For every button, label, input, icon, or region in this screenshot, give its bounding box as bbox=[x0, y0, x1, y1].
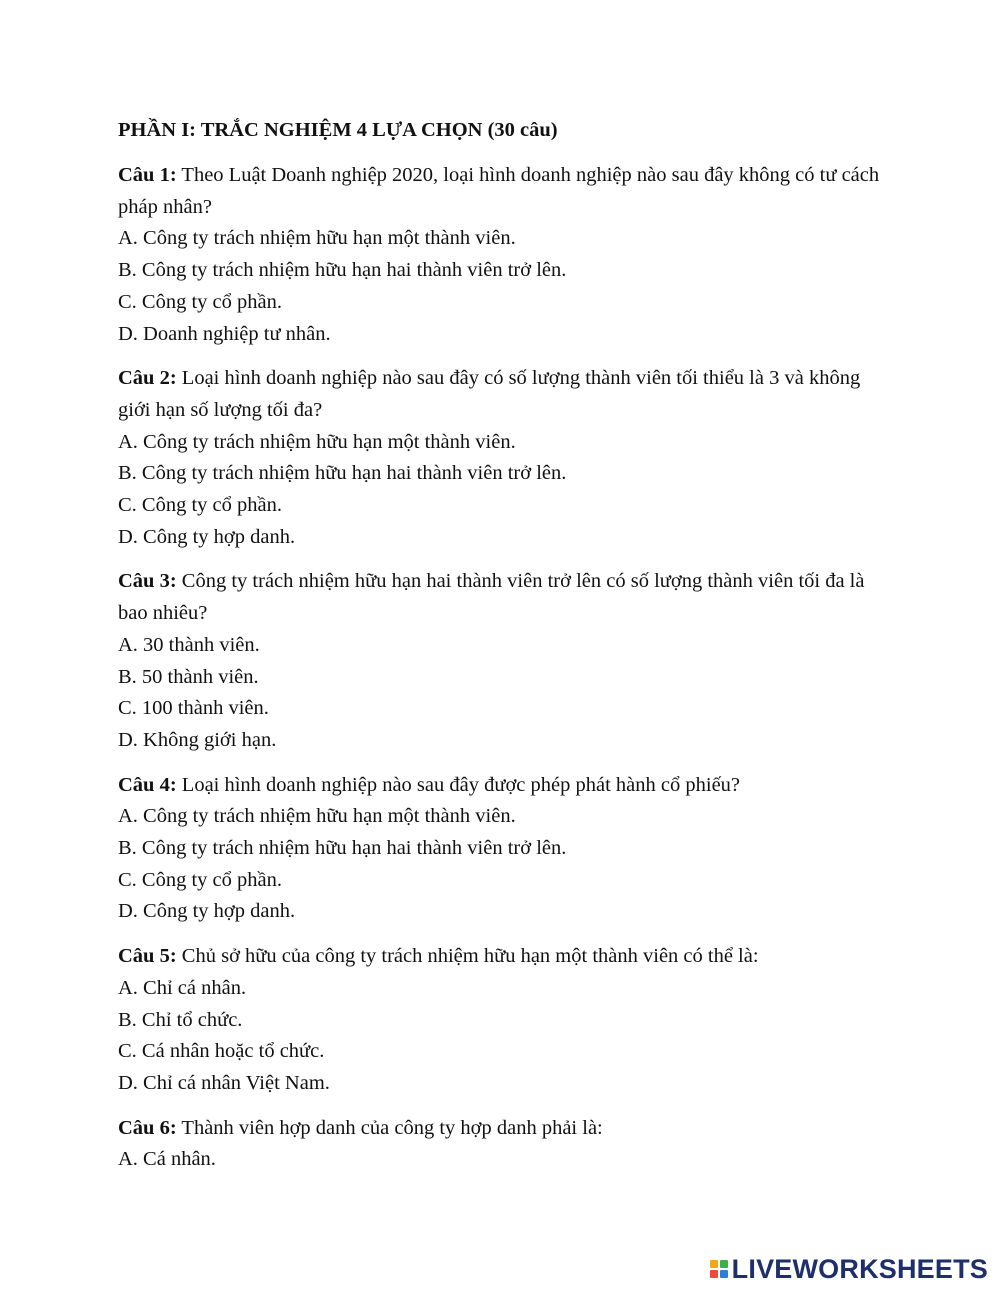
answer-option[interactable]: A. 30 thành viên. bbox=[118, 633, 260, 656]
logo-square-1 bbox=[710, 1260, 718, 1268]
answer-option[interactable]: D. Công ty hợp danh. bbox=[118, 525, 296, 548]
question-number: Câu 1: bbox=[118, 164, 177, 186]
answer-option[interactable]: A. Công ty trách nhiệm hữu hạn một thành viên. bbox=[118, 805, 516, 828]
liveworksheets-logo[interactable] bbox=[710, 1254, 988, 1284]
answer-option[interactable]: C. Công ty cổ phần. bbox=[118, 868, 282, 891]
question-number: Câu 5: bbox=[118, 945, 177, 968]
question-text: Loại hình doanh nghiệp nào sau đây được phép phát hành cổ phiếu? bbox=[176, 773, 741, 796]
question-text: Công ty trách nhiệm hữu hạn hai thành viên trở lên có số lượng thành viên tối đa là bao nhiêu? bbox=[118, 570, 865, 625]
question-number: Câu 6: bbox=[118, 1116, 177, 1139]
answer-option[interactable]: D. Không giới hạn. bbox=[118, 728, 277, 751]
question-1 bbox=[118, 160, 888, 350]
logo-text: LIVEWORKSHEETS bbox=[731, 1253, 988, 1284]
question-stem bbox=[118, 363, 888, 426]
answer-option[interactable]: A. Công ty trách nhiệm hữu hạn một thành viên. bbox=[118, 227, 516, 250]
question-3 bbox=[118, 566, 888, 756]
question-number: Câu 2: bbox=[118, 367, 177, 390]
question-6 bbox=[118, 1113, 888, 1176]
answer-option[interactable]: A. Cá nhân. bbox=[118, 1148, 216, 1171]
answer-option[interactable]: C. 100 thành viên. bbox=[118, 697, 269, 720]
question-list bbox=[118, 160, 888, 1176]
question-stem bbox=[118, 160, 888, 223]
question-2 bbox=[118, 363, 888, 553]
answer-option[interactable]: B. Chỉ tổ chức. bbox=[118, 1008, 243, 1031]
question-number: Câu 4: bbox=[118, 773, 177, 796]
logo-square-4 bbox=[720, 1270, 728, 1278]
logo-square-3 bbox=[710, 1270, 718, 1278]
question-text: Chủ sở hữu của công ty trách nhiệm hữu hạn một thành viên có thể là: bbox=[176, 945, 759, 968]
answer-option[interactable]: B. Công ty trách nhiệm hữu hạn hai thành viên trở lên. bbox=[118, 837, 567, 860]
answer-option[interactable]: C. Cá nhân hoặc tổ chức. bbox=[118, 1040, 325, 1063]
answer-option[interactable]: D. Doanh nghiệp tư nhân. bbox=[118, 322, 331, 345]
logo-square-2 bbox=[720, 1260, 728, 1268]
question-5 bbox=[118, 941, 888, 1100]
liveworksheets-logo-icon bbox=[710, 1260, 728, 1278]
question-stem bbox=[118, 770, 888, 802]
question-4 bbox=[118, 770, 888, 929]
answer-option[interactable]: B. 50 thành viên. bbox=[118, 665, 259, 688]
answer-option[interactable]: B. Công ty trách nhiệm hữu hạn hai thành viên trở lên. bbox=[118, 259, 567, 282]
question-stem bbox=[118, 941, 888, 973]
answer-option[interactable]: D. Công ty hợp danh. bbox=[118, 900, 296, 923]
question-number: Câu 3: bbox=[118, 570, 177, 593]
answer-option[interactable]: A. Công ty trách nhiệm hữu hạn một thành viên. bbox=[118, 430, 516, 453]
question-stem bbox=[118, 566, 888, 629]
worksheet-page bbox=[118, 115, 888, 1189]
answer-option[interactable]: A. Chỉ cá nhân. bbox=[118, 976, 247, 999]
answer-option[interactable]: C. Công ty cổ phần. bbox=[118, 494, 282, 517]
question-stem bbox=[118, 1113, 888, 1145]
answer-option[interactable]: D. Chỉ cá nhân Việt Nam. bbox=[118, 1071, 330, 1094]
answer-option[interactable]: B. Công ty trách nhiệm hữu hạn hai thành viên trở lên. bbox=[118, 462, 567, 485]
section-title: PHẦN I: TRẮC NGHIỆM 4 LỰA CHỌN (30 câu) bbox=[118, 119, 558, 141]
question-text: Loại hình doanh nghiệp nào sau đây có số lượng thành viên tối thiểu là 3 và không giới hạn số lượng tối đa? bbox=[118, 367, 861, 421]
answer-option[interactable]: C. Công ty cổ phần. bbox=[118, 290, 282, 313]
question-text: Thành viên hợp danh của công ty hợp danh phải là: bbox=[176, 1116, 603, 1139]
question-text: Theo Luật Doanh nghiệp 2020, loại hình doanh nghiệp nào sau đây không có tư cách pháp nhân? bbox=[118, 164, 880, 218]
